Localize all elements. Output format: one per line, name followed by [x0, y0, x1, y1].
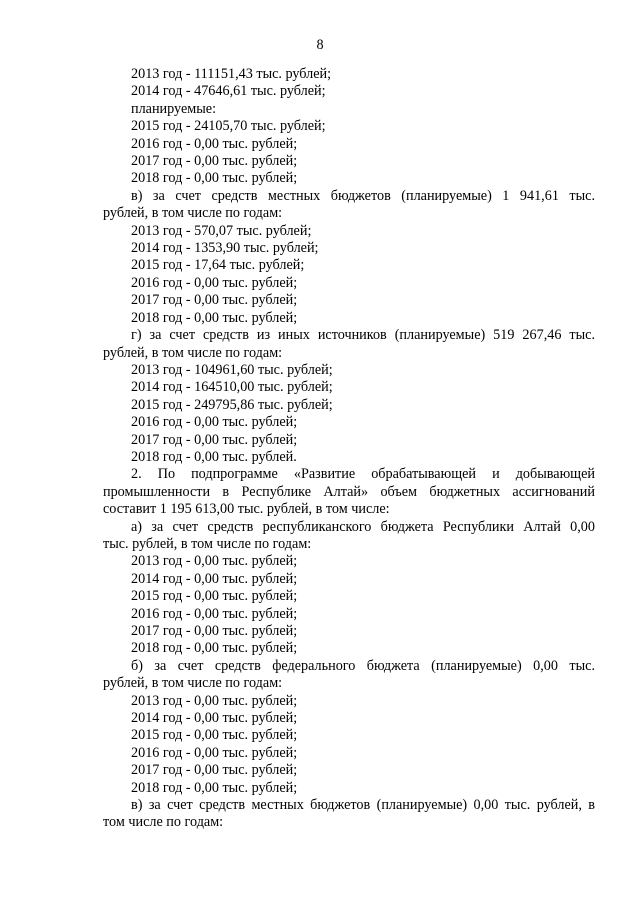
text-line: 2014 год - 1353,90 тыс. рублей;: [131, 240, 319, 257]
text-line: 2015 год - 249795,86 тыс. рублей;: [131, 396, 333, 413]
text-line: 2013 год - 570,07 тыс. рублей;: [131, 222, 312, 239]
text-line: 2018 год - 0,00 тыс. рублей;: [131, 640, 298, 657]
text-line: 2018 год - 0,00 тыс. рублей.: [131, 448, 297, 465]
paragraph-line: промышленности в Республике Алтай» объем бюджетных ассигнований: [103, 483, 595, 500]
text-line: 2018 год - 0,00 тыс. рублей;: [131, 779, 298, 796]
paragraph-line: 2. По подпрограмме «Развитие обрабатывающей и добывающей: [131, 466, 595, 483]
text-line: 2013 год - 104961,60 тыс. рублей;: [131, 361, 333, 378]
text-line: 2014 год - 0,00 тыс. рублей;: [131, 570, 298, 587]
text-line: 2014 год - 164510,00 тыс. рублей;: [131, 379, 333, 396]
text-line: 2015 год - 0,00 тыс. рублей;: [131, 588, 298, 605]
text-line: рублей, в том числе по годам:: [103, 205, 283, 222]
paragraph-line: б) за счет средств федерального бюджета (планируемые) 0,00 тыс.: [131, 657, 595, 674]
paragraph-line: г) за счет средств из иных источников (планируемые) 519 267,46 тыс.: [131, 327, 595, 344]
text-line: 2017 год - 0,00 тыс. рублей;: [131, 762, 298, 779]
paragraph-line: в) за счет средств местных бюджетов (планируемые) 1 941,61 тыс.: [131, 187, 595, 204]
text-line: 2016 год - 0,00 тыс. рублей;: [131, 135, 298, 152]
text-line: 2014 год - 0,00 тыс. рублей;: [131, 710, 298, 727]
text-line: 2016 год - 0,00 тыс. рублей;: [131, 414, 298, 431]
text-line: 2013 год - 0,00 тыс. рублей;: [131, 692, 298, 709]
text-line: 2017 год - 0,00 тыс. рублей;: [131, 292, 298, 309]
text-line: планируемые:: [131, 100, 217, 117]
paragraph-line: а) за счет средств республиканского бюджета Республики Алтай 0,00: [131, 518, 595, 535]
text-line: 2017 год - 0,00 тыс. рублей;: [131, 623, 298, 639]
document-body: [103, 66, 595, 832]
text-line: 2014 год - 47646,61 тыс. рублей;: [131, 83, 326, 100]
text-line: 2017 год - 0,00 тыс. рублей;: [131, 431, 298, 448]
text-line: 2016 год - 0,00 тыс. рублей;: [131, 274, 298, 291]
text-line: 2015 год - 17,64 тыс. рублей;: [131, 257, 305, 274]
text-line: 2013 год - 111151,43 тыс. рублей;: [131, 66, 332, 82]
text-line: 2017 год - 0,00 тыс. рублей;: [131, 153, 298, 170]
page-number: 8: [316, 37, 324, 53]
text-line: 2016 год - 0,00 тыс. рублей;: [131, 605, 298, 622]
text-line: 2016 год - 0,00 тыс. рублей;: [131, 744, 298, 761]
text-line: составит 1 195 613,00 тыс. рублей, в том числе:: [103, 501, 390, 518]
text-line: 2015 год - 24105,70 тыс. рублей;: [131, 118, 326, 135]
text-line: 2018 год - 0,00 тыс. рублей;: [131, 309, 298, 326]
text-line: 2013 год - 0,00 тыс. рублей;: [131, 553, 298, 570]
text-line: рублей, в том числе по годам:: [103, 675, 283, 692]
text-line: том числе по годам:: [103, 814, 224, 831]
text-line: 2018 год - 0,00 тыс. рублей;: [131, 170, 298, 187]
paragraph-line: в) за счет средств местных бюджетов (планируемые) 0,00 тыс. рублей, в: [131, 797, 595, 814]
text-line: тыс. рублей, в том числе по годам:: [103, 535, 312, 552]
text-line: рублей, в том числе по годам:: [103, 344, 283, 361]
text-line: 2015 год - 0,00 тыс. рублей;: [131, 727, 298, 744]
